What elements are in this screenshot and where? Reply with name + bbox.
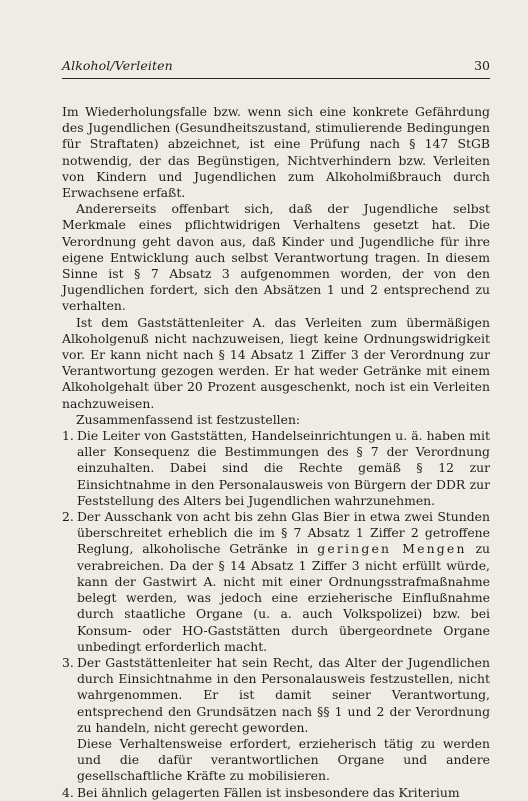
list-item-text: Der Gaststättenleiter hat sein Recht, das Alter der Jugendlichen durch Einsichtnahme in den Personalausweis festzustellen, nicht wahrgenommen. Er ist damit seiner Verantwortung, entsprechend den Grundsätzen nach §§ 1 und 2 der Verordnung zu handeln, nicht gerecht geworden. (77, 654, 490, 735)
list-item-continuation: Diese Verhaltensweise erfordert, erzieherisch tätig zu werden und die dafür verantwortlichen Organe und andere gesellschaftliche Kräfte zu mobilisieren. (77, 735, 490, 784)
list-item (62, 655, 490, 785)
list-item-number: 4. (62, 784, 74, 800)
list-item (62, 428, 490, 509)
paragraph: Ist dem Gaststättenleiter A. das Verleiten zum übermäßigen Alkoholgenuß nicht nachzuweisen, liegt keine Ordnungswidrigkeit vor. Er kann nicht nach § 14 Absatz 1 Ziffer 3 der Verordnung zur Verantwortung gezogen werden. Er hat weder Getränke mit einem Alkoholgehalt über 20 Prozent ausgeschenkt, noch ist ein Verleiten nachzuweisen. (62, 314, 490, 411)
list-item-number: 1. (62, 428, 74, 444)
paragraph: Im Wiederholungsfalle bzw. wenn sich eine konkrete Gefährdung des Jugendlichen (Gesundheitszustand, stimulierende Bedingungen für Straftaten) abzeichnet, ist eine Prüfung nach § 147 StGB notwendig, der das Begünstigen, Nichtverhindern bzw. Verleiten von Kindern und Jugendlichen zum Alkoholmißbrauch durch Erwachsene erfaßt. (62, 104, 490, 201)
list-item-text (77, 509, 490, 655)
page-number: 30 (474, 58, 490, 73)
list-item-text: Die Leiter von Gaststätten, Handelseinrichtungen u. ä. haben mit aller Konsequenz die Bestimmungen des § 7 der Verordnung einzuhalten. Dabei sind die Rechte gemäß § 12 zur Einsichtnahme in den Personalausweis von Bürgern der DDR zur Feststellung des Alters bei Jugendlichen wahrzunehmen. (77, 428, 490, 508)
summary-list (62, 428, 490, 801)
list-item-number: 2. (62, 509, 74, 525)
body-text (62, 104, 490, 801)
list-item (62, 785, 490, 801)
list-item-text: Bei ähnlich gelagerten Fällen ist insbesondere das Kriterium (77, 784, 460, 800)
list-item-text-part: Der Ausschank von acht bis zehn Glas Bier in etwa zwei Stunden überschreitet erheblich die im § 7 Absatz 1 Ziffer 2 getroffene Reglung, alkoholische Getränke in (77, 509, 490, 557)
paragraph: Zusammenfassend ist festzustellen: (76, 411, 301, 427)
page-header (62, 58, 490, 79)
list-item-number: 3. (62, 654, 74, 670)
list-item-text-part: zu verabreichen. Da der § 14 Absatz 1 Ziffer 3 nicht erfüllt würde, kann der Gastwirt A. nicht mit einer Ordnungsstrafmaßnahme belegt werden, was jedoch eine erzieherische Einflußnahme durch staatliche Organe (u. a. auch Volkspolizei) bzw. bei Konsum- oder HO-Gaststätten durch übergeordnete Organe unbedingt erforderlich macht. (77, 541, 490, 654)
paragraph: Andererseits offenbart sich, daß der Jugendliche selbst Merkmale eines pflichtwidrigen Verhaltens gesetzt hat. Die Verordnung geht davon aus, daß Kinder und Jugendliche für ihre eigene Entwicklung auch selbst Verantwortung tragen. In diesem Sinne ist § 7 Absatz 3 aufgenommen worden, der von den Jugendlichen fordert, sich den Absätzen 1 und 2 entsprechend zu verhalten. (62, 201, 490, 314)
list-item (62, 509, 490, 655)
spaced-emphasis: geringen Mengen (317, 541, 467, 557)
running-title: Alkohol/Verleiten (62, 58, 173, 73)
